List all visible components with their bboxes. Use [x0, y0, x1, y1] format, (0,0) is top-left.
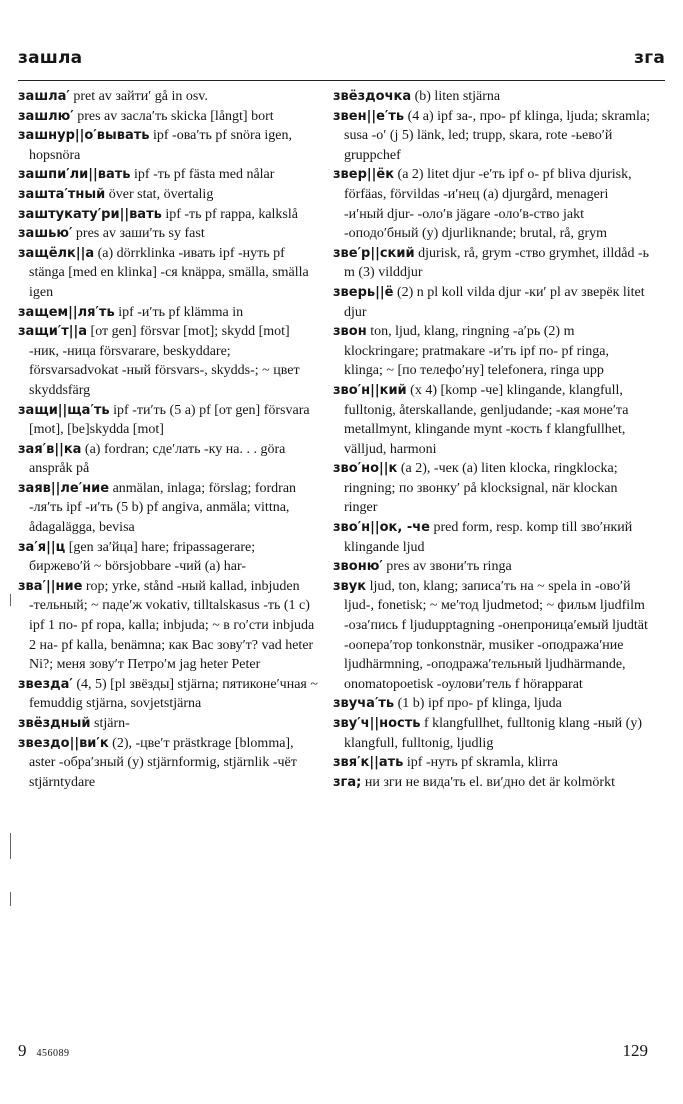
entry-definition: pret av зайти′ gå in osv.: [69, 89, 208, 104]
entry-headword: зверь||ё: [333, 284, 394, 300]
dictionary-entry: [18, 107, 318, 127]
dictionary-entry: [333, 557, 651, 577]
print-code: 456089: [36, 1048, 70, 1059]
entry-headword: звёздный: [18, 716, 91, 731]
entry-headword: за′я||ц: [18, 539, 66, 555]
entry-definition: (4 a) ipf за-, про- pf klinga, ljuda; skramla; susa -о′ (j 5) länk, led; trupp, skara, rote -ьево′й gruppchef: [344, 108, 650, 163]
entry-definition: [от gen] försvar [mot]; skydd [mot] -ник, -ница försvarare, beskyddare; försvarsadvokat -ный försvars-, skydds-; ~ цвет skyddsfärg: [29, 324, 300, 398]
dictionary-entry: [333, 753, 651, 773]
entry-definition: (1 b) ipf про- pf klinga, ljuda: [394, 696, 562, 712]
entry-headword: зво′но||к: [333, 461, 398, 477]
entry-definition: ipf -и′ть pf klämma in: [114, 304, 244, 320]
running-header: [18, 48, 665, 74]
entry-definition: ipf -ти′ть (5 a) pf [от gen] försvara [mot], [be]skydda [mot]: [29, 402, 310, 438]
entry-headword: зву′ч||ность: [333, 716, 421, 731]
entry-headword: зво′н||кий: [333, 382, 407, 398]
entry-definition: (a) fordran; сде′лать -ку на. . . göra anspråk på: [29, 441, 286, 477]
entry-headword: зашпи′ли||вать: [18, 167, 131, 183]
entry-definition: djurisk, rå, grym -ство grymhet, illdåd -ь m (3) vilddjur: [344, 245, 649, 281]
entry-headword: зашью′: [18, 226, 73, 242]
entry-definition: anmälan, inlaga; förslag; fordran -ля′ть ipf -и′ть (5 b) pf angiva, anmäla; vittna, ådagalägga, bevisa: [29, 480, 297, 536]
entry-headword: зашта′тный: [18, 186, 106, 202]
dictionary-entry: [18, 303, 318, 323]
dictionary-entry: [333, 518, 651, 557]
entry-definition: (4, 5) [pl звёзды] stjärna; пятиконе′чная ~ femuddig stjärna, sovjetstjärna: [29, 676, 318, 712]
entry-headword: звук: [333, 578, 367, 594]
dictionary-entry: [333, 87, 651, 107]
entry-definition: ipf -нуть pf skramla, klirra: [403, 755, 558, 771]
dictionary-entry: [333, 714, 651, 753]
left-column: [18, 87, 318, 792]
signature-number: 9: [18, 1041, 27, 1060]
entry-definition: över stat, övertalig: [105, 186, 214, 202]
dictionary-entry: [18, 224, 318, 244]
dictionary-entry: [18, 185, 318, 205]
dictionary-entry: [18, 165, 318, 185]
entry-headword: защи′т||а: [18, 324, 88, 340]
entry-headword: зво′н||ок, -че: [333, 520, 430, 536]
entry-definition: ton, ljud, klang, ringning -а′рь (2) m klockringare; pratmakare -и′ть ipf по- pf ringa, klinga; ~ [по телефо′ну] telefonera, ringa upp: [344, 324, 609, 379]
entry-definition: [gen за′йца] hare; fripassagerare; биржево′й ~ börsjobbare -чий (a) har-: [29, 539, 256, 575]
entry-definition: pres av засла′ть skicka [långt] bort: [73, 108, 274, 124]
entry-definition: (2), -цве′т prästkrage [blomma], aster -обра′зный (y) stjärnformig, stjärnlik -чёт stjärntydare: [29, 735, 297, 790]
entry-definition: ipf -ть pf rappa, kalkslå: [161, 206, 298, 222]
dictionary-entry: [333, 107, 651, 166]
entry-definition: (b) liten stjärna: [411, 89, 501, 104]
dictionary-entry: [18, 577, 318, 675]
dictionary-entry: [333, 165, 651, 243]
entry-headword: зга;: [333, 774, 362, 790]
dictionary-entry: [333, 577, 651, 695]
entry-headword: зва′||ние: [18, 578, 83, 594]
footer-signature: [18, 1041, 70, 1061]
dictionary-entry: [18, 440, 318, 479]
dictionary-entry: [333, 694, 651, 714]
entry-definition: ни зги не вида′ть el. ви′дно det är kolmörkt: [361, 774, 615, 790]
entry-headword: звезда′: [18, 676, 73, 692]
dictionary-entry: [333, 773, 651, 793]
entry-headword: заяв||ле′ние: [18, 480, 110, 496]
entry-definition: (x 4) [komp -че] klingande, klangfull, fulltonig, återskallande, genljudande; -кая моне′та metallmynt, klingande mynt -кость f klangfullhet, välljud, harmoni: [344, 382, 629, 457]
dictionary-entry: [333, 322, 651, 381]
page-footer: [18, 1041, 648, 1061]
dictionary-entry: [18, 479, 318, 538]
entry-definition: (a 2) litet djur -е′ть ipf о- pf bliva djurisk, förfäas, förvildas -и′нец (a) djurgård, menageri -и′ный djur- -оло′в jägare -оло′в-ство jakt -оподо′бный (y) djurliknande; brutal, rå, grym: [344, 167, 632, 242]
entry-headword: звон: [333, 324, 367, 340]
entry-headword: защи||ща′ть: [18, 402, 110, 418]
entry-headword: звездо||ви′к: [18, 735, 109, 751]
entry-headword: звер||ёк: [333, 167, 395, 183]
entry-definition: stjärn-: [90, 716, 130, 731]
entry-headword: звёздочка: [333, 89, 412, 104]
dictionary-entry: [333, 244, 651, 283]
entry-definition: (a 2), -чек (a) liten klocka, ringklocka; ringning; по звонку′ på klocksignal, när klockan ringer: [344, 461, 618, 516]
dictionary-entry: [18, 714, 318, 734]
entry-headword: зашла′: [18, 89, 70, 104]
entry-headword: зве′р||ский: [333, 245, 415, 261]
entry-definition: ljud, ton, klang; записа′ть на ~ spela in -ово′й ljud-, fonetisk; ~ ме′тод ljudmetod; ~ фильм ljudfilm -оза′пись f ljudupptagning -онепроница′емый ljudtät -оопера′тор tonkonstnär, musiker -оподража′ние ljudhärmning, -оподража′тельный ljudhärmande, onomatopoetisk -оулови′тель f hörapparat: [344, 578, 648, 692]
dictionary-entry: [18, 244, 318, 303]
right-column: [333, 87, 651, 792]
header-left-guideword: зашла: [18, 48, 83, 68]
entry-definition: (a) dörrklinka -ивать ipf -нуть pf stänga [med en klinka] -ся knäppa, smälla, smälla igen: [29, 245, 309, 300]
header-rule: [18, 80, 665, 81]
entry-headword: зая′в||ка: [18, 441, 82, 457]
entry-definition: pres av заши′ть sy fast: [72, 226, 205, 242]
entry-headword: звя′к||ать: [333, 755, 404, 771]
entry-headword: звен||е′ть: [333, 108, 405, 124]
entry-definition: (2) n pl koll vilda djur -ки′ pl av зверёк litet djur: [344, 284, 645, 320]
dictionary-entry: [18, 205, 318, 225]
dictionary-entry: [18, 87, 318, 107]
entry-headword: защем||ля′ть: [18, 304, 115, 320]
page-number: 129: [622, 1041, 648, 1060]
entry-definition: pres av звони′ть ringa: [382, 559, 512, 575]
header-right-guideword: зга: [634, 48, 665, 68]
entry-headword: защёлк||а: [18, 245, 95, 261]
entry-definition: pred form, resp. komp till зво′нкий klingande ljud: [344, 520, 633, 555]
entry-definition: ipf -ть pf fästa med nålar: [130, 167, 275, 183]
entry-headword: зашлю′: [18, 108, 74, 124]
dictionary-entry: [18, 401, 318, 440]
dictionary-entry: [333, 459, 651, 518]
dictionary-entry: [333, 283, 651, 322]
dictionary-entry: [18, 675, 318, 714]
dictionary-entry: [18, 126, 318, 165]
entry-headword: заштукату′ри||вать: [18, 206, 162, 222]
entry-definition: ipf -ова′ть pf snöra igen, hopsnöra: [29, 128, 293, 163]
entry-definition: f klangfullhet, fulltonig klang -ный (y) klangfull, fulltonig, ljudlig: [344, 716, 642, 751]
entry-headword: звоню′: [333, 559, 383, 575]
dictionary-entry: [18, 538, 318, 577]
entry-headword: звуча′ть: [333, 696, 395, 712]
dictionary-entry: [18, 734, 318, 793]
entry-headword: зашнур||о′вывать: [18, 128, 150, 144]
entry-definition: rop; yrke, stånd -ный kallad, inbjuden -тельный; ~ паде′ж vokativ, tilltalskasus -ть (1 c) ipf 1 по- pf ropa, kalla; inbjuda; ~ в го′сти inbjuda 2 на- pf kalla, benämna; как Вас зову′т? vad heter Ni?; меня зову′т Петро′м jag heter Peter: [29, 578, 315, 673]
dictionary-entry: [333, 381, 651, 459]
dictionary-entry: [18, 322, 318, 400]
